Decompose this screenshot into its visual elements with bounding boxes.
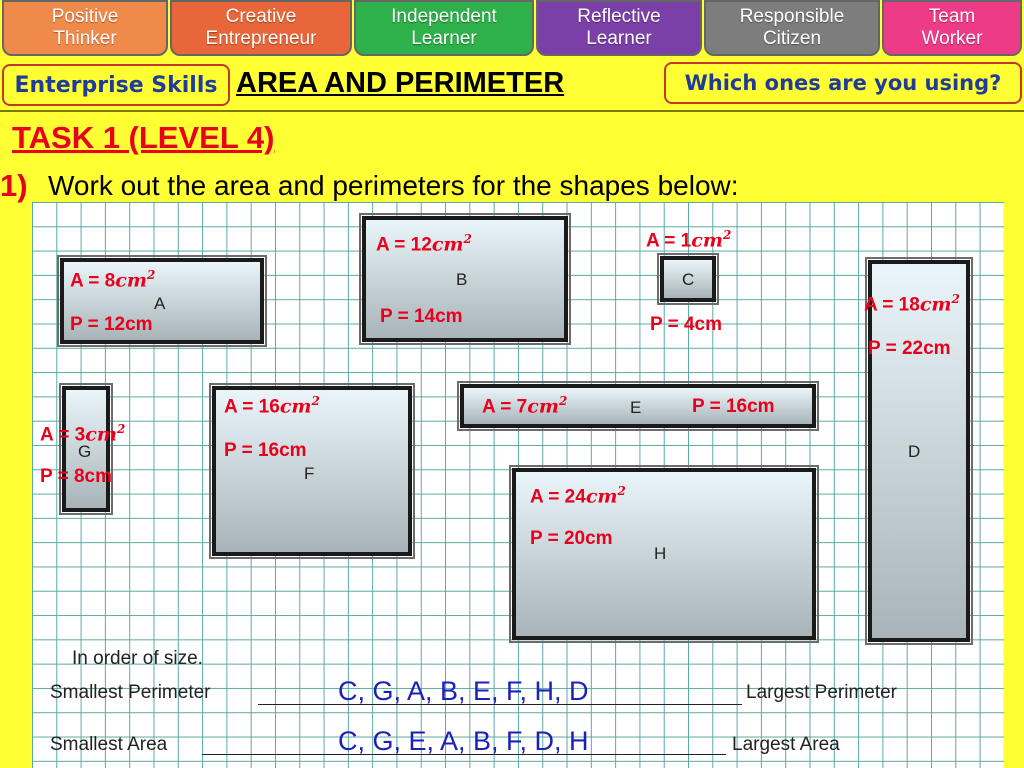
shape-b-area-value: A = 12 bbox=[376, 234, 432, 256]
shape-b-area bbox=[376, 232, 472, 256]
shape-b-letter: B bbox=[456, 270, 468, 289]
shape-f-area bbox=[224, 394, 320, 418]
shape-h-perimeter: P = 20cm bbox=[530, 528, 613, 549]
area-unit-exponent: 2 bbox=[617, 484, 626, 498]
shape-c-letter: C bbox=[682, 270, 695, 289]
shape-a-area-value: A = 8 bbox=[70, 270, 116, 292]
skill-tab-line1: Team bbox=[928, 6, 976, 27]
area-unit-exponent: 2 bbox=[558, 394, 568, 408]
shape-e-area bbox=[482, 394, 567, 418]
shape-c-perimeter: P = 4cm bbox=[650, 314, 723, 335]
skill-tab-line1: Independent bbox=[391, 6, 497, 27]
shape-d-area bbox=[864, 292, 960, 316]
shape-e-letter: E bbox=[630, 398, 642, 417]
shape-c-area-value: A = 1 bbox=[646, 230, 692, 252]
area-unit-exponent: 2 bbox=[463, 232, 472, 246]
area-unit: cm bbox=[919, 293, 952, 316]
task-instruction: Work out the area and perimeters for the shapes below: bbox=[48, 170, 739, 201]
task-heading: TASK 1 (LEVEL 4) bbox=[12, 120, 275, 155]
shape-a-area bbox=[70, 268, 155, 292]
area-unit: cm bbox=[527, 395, 559, 418]
area-unit: cm bbox=[691, 229, 723, 252]
area-unit: cm bbox=[85, 423, 117, 446]
shape-h-area-value: A = 24 bbox=[530, 486, 586, 508]
skill-tab-line2: Thinker bbox=[53, 28, 117, 49]
skill-tab-independent-learner bbox=[354, 0, 534, 56]
skill-tab-responsible-citizen bbox=[704, 0, 880, 56]
shape-d-perimeter: P = 22cm bbox=[868, 338, 951, 359]
smallest-area-label: Smallest Area bbox=[50, 734, 168, 755]
shape-h-area bbox=[530, 484, 626, 508]
area-unit-exponent: 2 bbox=[311, 394, 320, 408]
skill-tab-line1: Responsible bbox=[739, 6, 845, 27]
skill-tab-creative-entrepreneur bbox=[170, 0, 352, 56]
shape-g-area-value: A = 3 bbox=[40, 424, 86, 446]
enterprise-skills-text: Enterprise Skills bbox=[14, 72, 218, 98]
area-unit: cm bbox=[431, 233, 464, 256]
enterprise-skills-label bbox=[2, 64, 230, 106]
shape-c-area bbox=[646, 228, 731, 252]
area-unit-exponent: 2 bbox=[722, 228, 732, 242]
skill-tab-line1: Creative bbox=[225, 6, 297, 27]
shape-b-perimeter: P = 14cm bbox=[380, 306, 463, 327]
which-ones-question-text: Which ones are you using? bbox=[684, 71, 1002, 95]
which-ones-question bbox=[664, 62, 1022, 104]
shape-f-letter: F bbox=[304, 464, 315, 483]
shape-g-perimeter: P = 8cm bbox=[40, 466, 113, 487]
order-intro: In order of size. bbox=[72, 648, 203, 669]
skill-tab-line2: Citizen bbox=[762, 28, 822, 49]
skill-tab-line2: Entrepreneur bbox=[205, 28, 317, 49]
shape-g-area bbox=[40, 422, 125, 446]
area-unit-exponent: 2 bbox=[951, 292, 960, 306]
area-unit: cm bbox=[585, 485, 618, 508]
largest-perimeter-label: Largest Perimeter bbox=[746, 682, 898, 703]
area-order-answer: C, G, E, A, B, F, D, H bbox=[338, 726, 589, 756]
largest-area-label: Largest Area bbox=[732, 734, 840, 755]
shape-e-perimeter: P = 16cm bbox=[692, 396, 775, 417]
skill-tab-line2: Learner bbox=[586, 28, 652, 49]
shape-h-letter: H bbox=[654, 544, 667, 563]
question-number: 1) bbox=[0, 168, 28, 203]
page-title: AREA AND PERIMETER bbox=[236, 67, 565, 99]
shape-f-area-value: A = 16 bbox=[224, 396, 280, 418]
skill-tab-line2: Learner bbox=[411, 28, 477, 49]
shape-d-letter: D bbox=[908, 442, 921, 461]
skill-tab-line1: Positive bbox=[51, 6, 119, 27]
area-unit-exponent: 2 bbox=[116, 422, 126, 436]
shape-g-letter: G bbox=[78, 442, 92, 461]
perimeter-order-answer: C, G, A, B, E, F, H, D bbox=[338, 676, 589, 706]
shape-a-letter: A bbox=[154, 294, 166, 313]
shape-f-perimeter: P = 16cm bbox=[224, 440, 307, 461]
skill-tab-positive-thinker bbox=[2, 0, 168, 56]
skill-tab-line1: Reflective bbox=[577, 6, 661, 27]
skill-tab-reflective-learner bbox=[536, 0, 702, 56]
skill-tab-line2: Worker bbox=[921, 28, 983, 49]
area-unit: cm bbox=[115, 269, 147, 292]
shape-d-area-value: A = 18 bbox=[864, 294, 920, 316]
area-unit: cm bbox=[279, 395, 312, 418]
area-unit-exponent: 2 bbox=[146, 268, 156, 282]
shape-e-area-value: A = 7 bbox=[482, 396, 528, 418]
header-divider bbox=[0, 110, 1024, 112]
smallest-perimeter-label: Smallest Perimeter bbox=[50, 682, 211, 703]
shape-a-perimeter: P = 12cm bbox=[70, 314, 153, 335]
skill-tab-team-worker bbox=[882, 0, 1022, 56]
